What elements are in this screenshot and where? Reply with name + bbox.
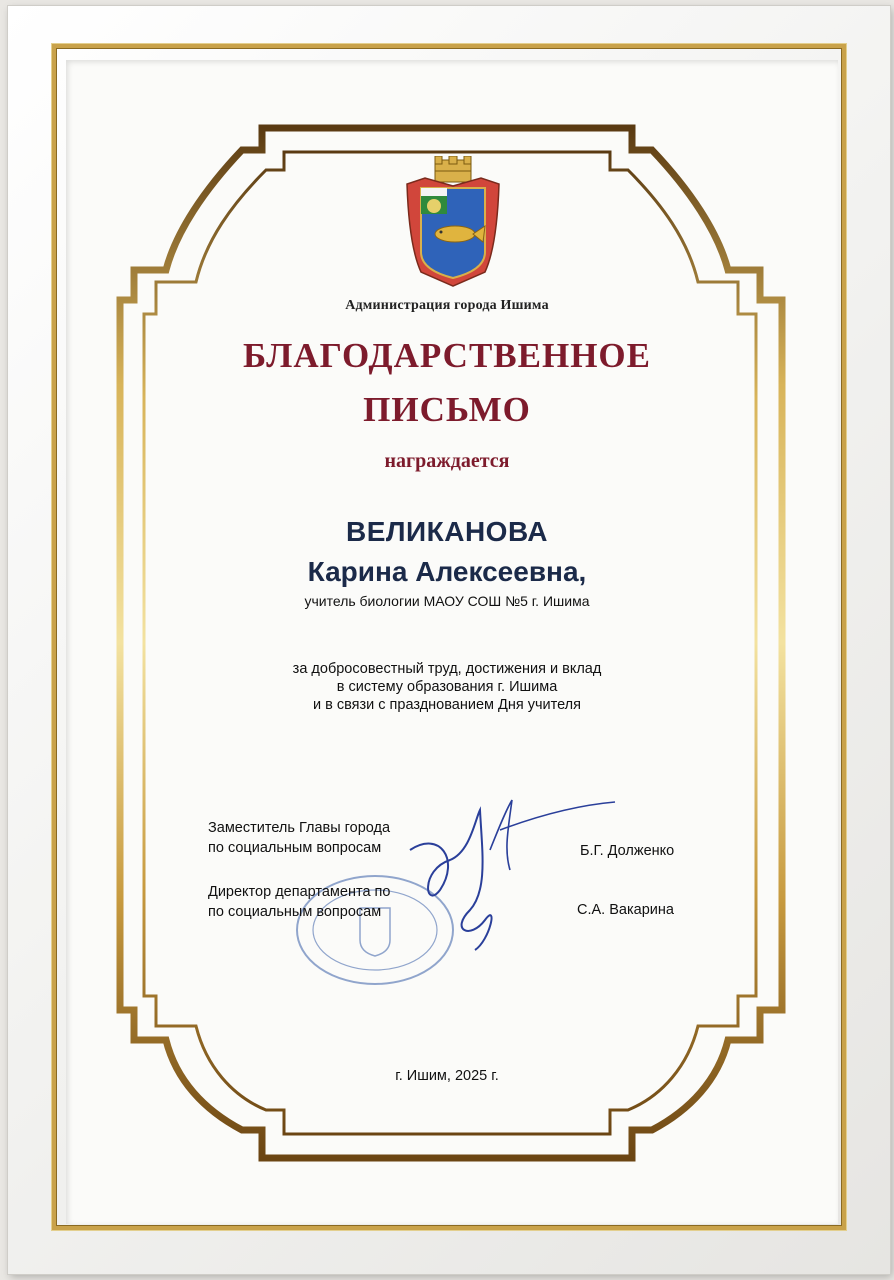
reason-line: и в связи с празднованием Дня учителя — [313, 697, 581, 713]
signatory-title-line: Директор департамента по — [208, 884, 391, 900]
signatory-title-line: Заместитель Главы города — [208, 820, 391, 836]
award-reason — [0, 660, 894, 714]
certificate-title-line2: ПИСЬМО — [363, 390, 531, 429]
recipient-given-names: Карина Алексеевна, — [307, 556, 587, 587]
reason-line: в систему образования г. Ишима — [336, 679, 558, 695]
recipient-position: учитель биологии МАОУ СОШ №5 г. Ишима — [304, 593, 590, 609]
signatory-name: С.А. Вакарина — [577, 902, 674, 918]
signatory-title-line: по социальным вопросам — [208, 904, 382, 920]
signatory-title — [208, 882, 390, 922]
place-and-date: г. Ишим, 2025 г. — [395, 1068, 499, 1084]
coat-of-arms-icon — [403, 156, 503, 288]
handwritten-signature — [380, 790, 620, 960]
signatory-title — [208, 818, 390, 858]
certificate-title-line1: БЛАГОДАРСТВЕННОЕ — [243, 336, 651, 375]
signatory-title-line: по социальным вопросам — [208, 840, 382, 856]
issuer-heading: Администрация города Ишима — [345, 298, 549, 313]
signatory-name: Б.Г. Долженко — [580, 843, 675, 859]
reason-line: за добросовестный труд, достижения и вклад — [292, 661, 602, 677]
recipient-surname: ВЕЛИКАНОВА — [345, 516, 549, 547]
awarded-label: награждается — [384, 450, 510, 472]
